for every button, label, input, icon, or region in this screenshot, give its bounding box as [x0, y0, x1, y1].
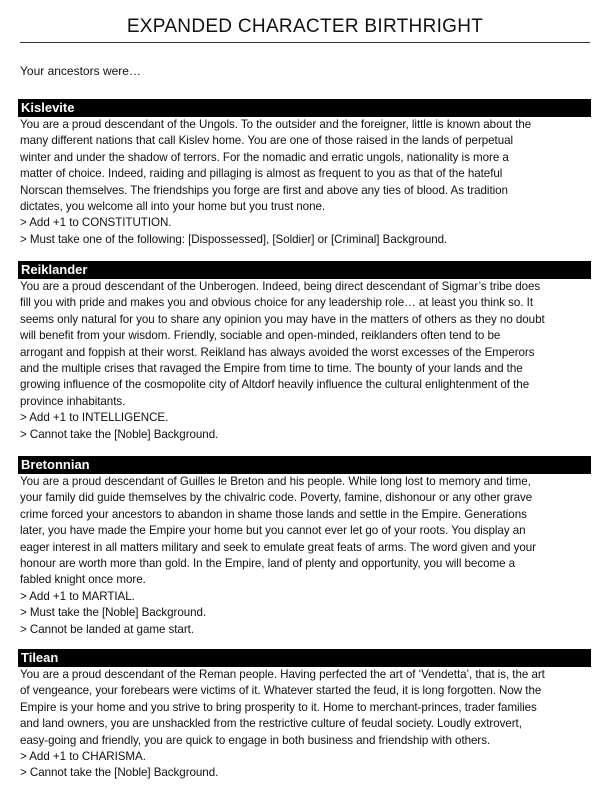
description-line: many different nations that call Kislev home. You are one of those raised in the lands of perpetual — [20, 134, 514, 148]
description-line: eager interest in all matters military and seek to emulate great feats of arms. The word given and your — [20, 540, 536, 554]
section-heading: Bretonnian — [18, 456, 591, 474]
rule-line: > Cannot take the [Noble] Background. — [20, 427, 219, 441]
description-line: seems only natural for you to share any opinion you may have in the matters of others as they no doubt — [20, 312, 545, 326]
section-reiklander — [18, 261, 591, 443]
description-line: fabled knight once more. — [20, 573, 146, 587]
description-line: later, you have made the Empire your home but you cannot ever let go of your roots. You display an — [20, 524, 526, 538]
description-line: You are a proud descendant of the Unberogen. Indeed, being direct descendant of Sigmar’s tribe does — [20, 280, 541, 293]
description-line: dictates, you welcome all into your home but you trust none. — [20, 200, 326, 214]
description-line: province inhabitants. — [20, 394, 126, 408]
page-title: EXPANDED CHARACTER BIRTHRIGHT — [20, 16, 590, 43]
description-line: honour are worth more than gold. In the Empire, land of plenty and opportunity, you will become a — [20, 557, 516, 571]
description-line: You are a proud descendant of the Reman people. Having perfected the art of ‘Vendetta’, that is, the art — [20, 668, 545, 681]
description-line: arrogant and foppish at their worst. Reikland has always avoided the worst excesses of the Emperors — [20, 345, 535, 359]
description-line: and the multiple crises that ravaged the Empire from time to time. The bounty of your lands and the — [20, 362, 523, 376]
section-heading: Tilean — [18, 649, 591, 667]
description-line: winter and under the shadow of terrors. For the nomadic and erratic ungols, nationality is more a — [20, 150, 509, 164]
rule-line: > Add +1 to CONSTITUTION. — [20, 216, 172, 230]
section-heading: Reiklander — [18, 261, 591, 279]
description-line: growing influence of the cosmopolite city of Altdorf heavily influence the cultural enlightenment of the — [20, 378, 530, 392]
rule-line: > Add +1 to MARTIAL. — [20, 589, 135, 603]
description-line: easy-going and friendly, you are quick to engage in both business and friendship with others. — [20, 733, 491, 747]
rule-line: > Cannot be landed at game start. — [20, 622, 194, 636]
description-line: matter of choice. Indeed, raiding and pillaging is almost as frequent to you as that of the hateful — [20, 167, 503, 181]
rule-line: > Must take one of the following: [Dispossessed], [Soldier] or [Criminal] Background. — [20, 232, 448, 246]
section-heading: Kislevite — [18, 99, 591, 117]
section-tilean — [18, 649, 591, 782]
description-line: Norscan themselves. The friendships you forge are first and above any ties of blood. As tradition — [20, 183, 508, 197]
description-line: fill you with pride and makes you and obvious choice for any leadership role… at least you think so. It — [20, 296, 533, 310]
rule-line: > Cannot take the [Noble] Background. — [20, 766, 219, 780]
description-line: and land owners, you are unshackled from the restrictive culture of feudal society. Loudly extrovert, — [20, 717, 522, 731]
section-kislevite — [18, 99, 591, 248]
intro-text: Your ancestors were… — [20, 64, 141, 78]
section-bretonnian — [18, 456, 591, 638]
description-line: will benefit from your wisdom. Friendly, sociable and open-minded, reiklanders often tend to be — [20, 329, 501, 343]
rule-line: > Add +1 to INTELLIGENCE. — [20, 411, 169, 425]
rule-line: > Must take the [Noble] Background. — [20, 606, 207, 620]
description-line: your family did guide themselves by the chivalric code. Poverty, famine, dishonour or any other grave — [20, 491, 533, 505]
description-line: You are a proud descendant of the Ungols. To the outsider and the foreigner, little is known about the — [20, 118, 532, 131]
description-line: You are a proud descendant of Guilles le Breton and his people. While long lost to memory and time, — [20, 475, 531, 488]
rule-line: > Add +1 to CHARISMA. — [20, 750, 146, 764]
description-line: crime forced your ancestors to abandon in shame those lands and settle in the Empire. Generations — [20, 507, 527, 521]
description-line: Empire is your home and you strive to bring prosperity to it. Home to merchant-princes, trader families — [20, 700, 537, 714]
description-line: of vengeance, your forebears were victims of it. Whatever started the feud, it is long forgotten. Now the — [20, 684, 542, 698]
